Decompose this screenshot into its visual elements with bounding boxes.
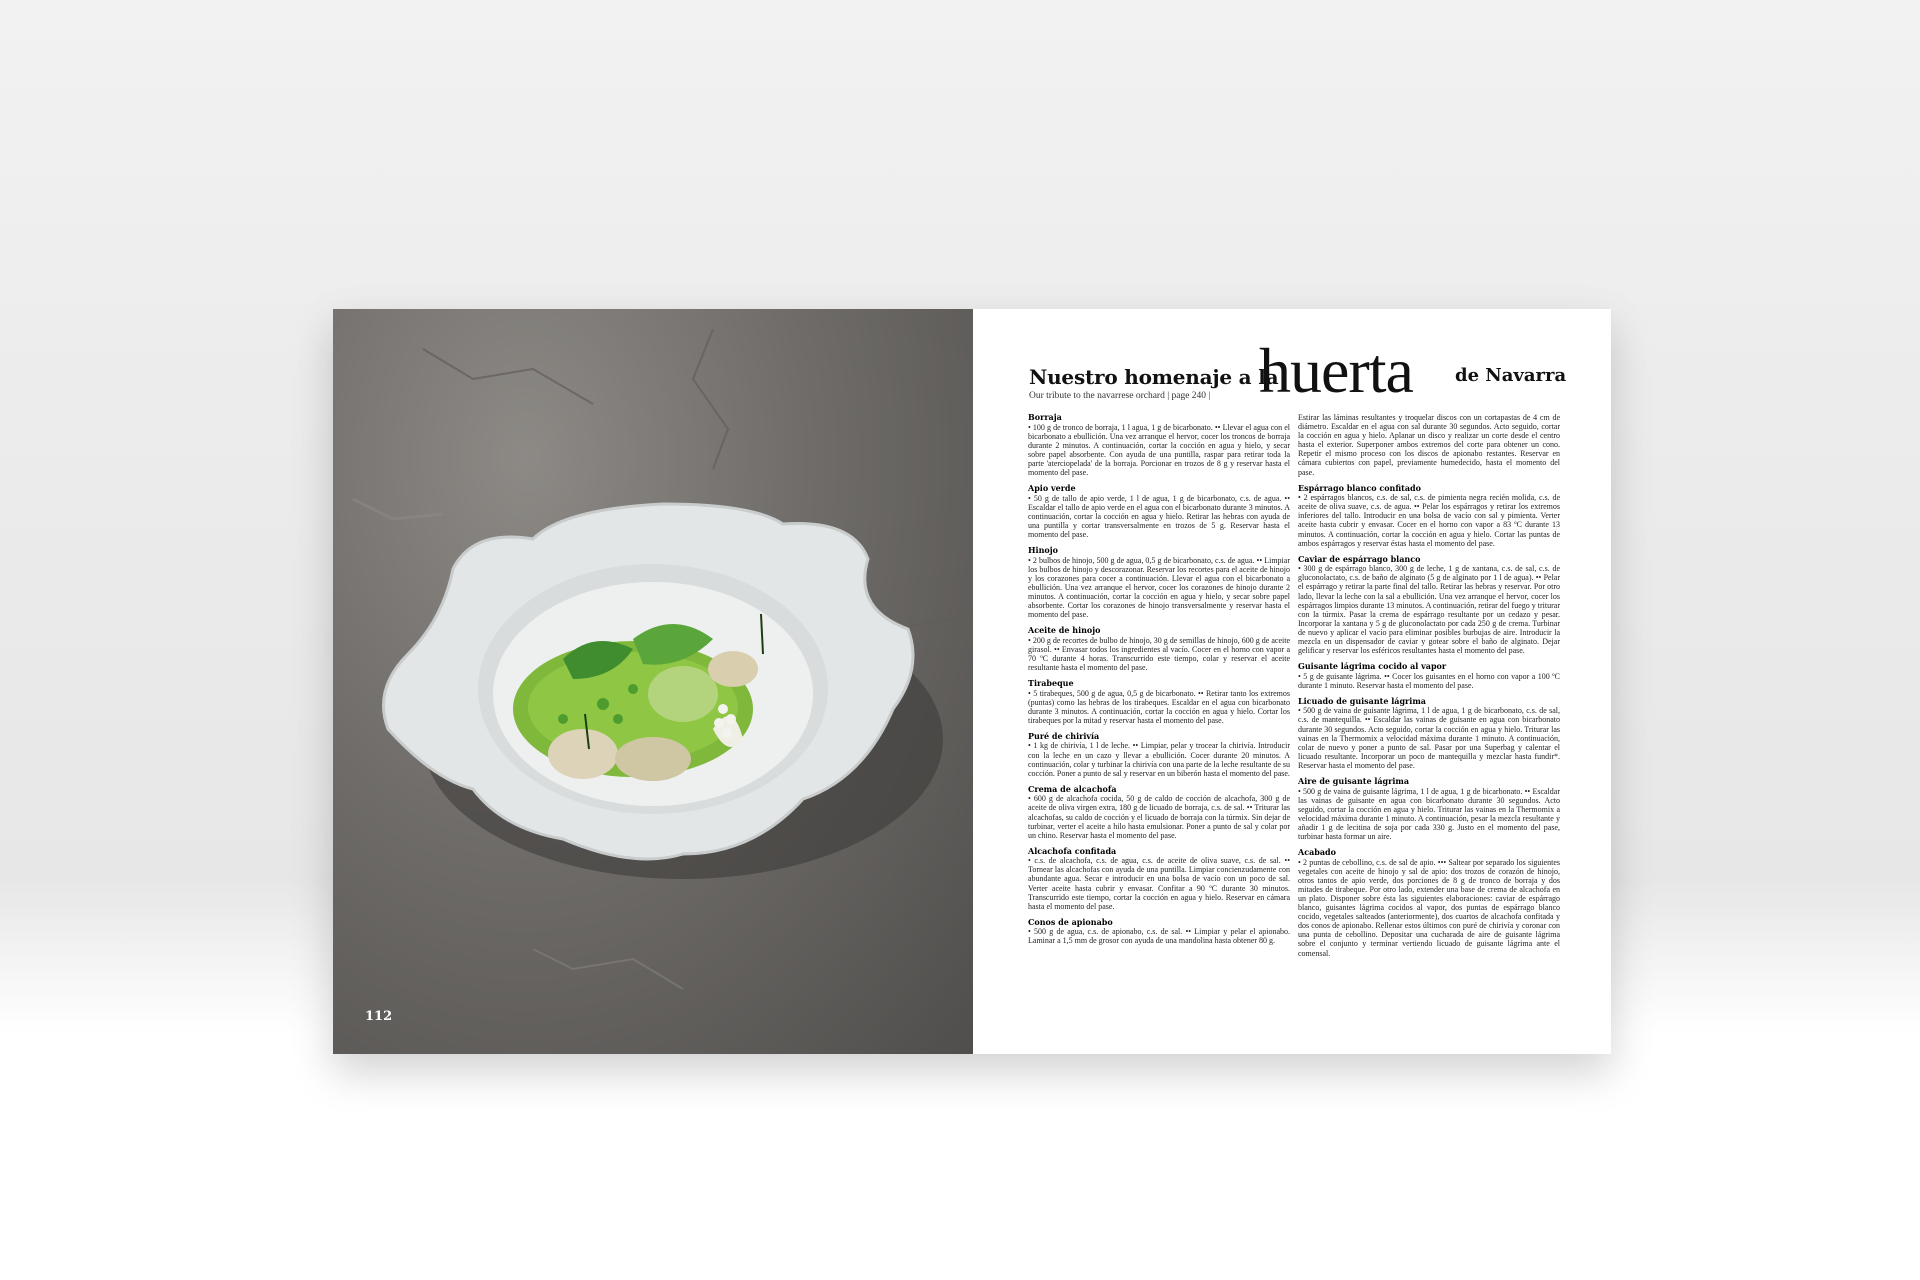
section-text: • 500 g de vaina de guisante lágrima, 1 l de agua, 1 g de bicarbonato, c.s. de sal, c.s. de mantequilla. •• Escaldar las vainas de guisante en agua con bicarbonato durante 30 segundos. Acto seguido, cortar la cocción en agua y hielo. Triturar las vainas en la Thermomix a velocidad máxima durante 1 minuto. A continuación, colar de nuevo y poner a punto de sal. Pasar por una Superbag y calentar el licuado resultante. Incorporar un poco de mantequilla y mezclar hasta fundir*. Reservar hasta el momento del pase. xyxy=(1298,706,1560,770)
section-heading: Alcachofa confitada xyxy=(1028,845,1117,856)
section-heading: Conos de apionabo xyxy=(1028,916,1113,927)
section-heading: Borraja xyxy=(1028,412,1062,422)
title-prefix: Nuestro homenaje a la xyxy=(1029,365,1279,389)
section-heading: Espárrago blanco confitado xyxy=(1298,482,1421,493)
recipe-column-right xyxy=(1298,413,1560,965)
section-text: • 50 g de tallo de apio verde, 1 l de agua, 1 g de bicarbonato, c.s. de agua. •• Escaldar el tallo de apio verde en el agua con el bicarbonato durante 3 minutos. A continuación, cortar la cocción en agua y hielo. Retirar las hebras con ayuda de una puntilla y cortar transversalmente en trozos de 5 g. Reservar hasta el momento del pase. xyxy=(1028,493,1290,539)
section-text: • 100 g de tronco de borraja, 1 l agua, 1 g de bicarbonato. •• Llevar el agua con el bicarbonato a ebullición. Una vez arranque el hervor, cocer los troncos de borraja durante 2 minutos. A continuación, cortar la cocción en agua y hielo, y secar sobre papel absorbente. Con ayuda de una puntilla, raspar para retirar toda la parte 'aterciopelada' de la borraja. Porcionar en trozos de 8 g y reservar hasta el momento del pase. xyxy=(1028,422,1290,477)
section-heading: Tirabeque xyxy=(1028,678,1074,689)
section-heading: Licuado de guisante lágrima xyxy=(1298,695,1426,706)
recipe-section xyxy=(1298,848,1560,958)
section-text: • 500 g de agua, c.s. de apionabo, c.s. de sal. •• Limpiar y pelar el apionabo. Laminar a 1,5 mm de grosor con ayuda de una mandolina hasta obtener 80 g. xyxy=(1028,927,1290,946)
section-heading: Guisante lágrima cocido al vapor xyxy=(1298,661,1447,672)
recipe-section xyxy=(1028,679,1290,725)
recipe-section xyxy=(1298,697,1560,770)
section-text: • 5 tirabeques, 500 g de agua, 0,5 g de bicarbonato. •• Retirar tanto los extremos (puntas) como las hebras de los tirabeques. Escaldar en el agua con bicarbonato durante 3 minutos. A continuación, cortar la cocción en agua y hielo. Cortar los tirabeques por la mitad y reservar hasta el momento del pase. xyxy=(1028,688,1290,725)
page-number: 112 xyxy=(365,1009,393,1024)
dish-illustration xyxy=(333,309,973,1054)
section-text: • 2 bulbos de hinojo, 500 g de agua, 0,5 g de bicarbonato, c.s. de agua. •• Limpiar los bulbos de hinojo y descorazonar. Reservar los recortes para el aceite de hinojo y los corazones para cocer a continuación. Llevar el agua con el bicarbonato a ebullición. Una vez arranque el hervor, cocer los corazones de hinojo durante 2 minutos. A continuación, cortar la cocción en agua y hielo, y secar sobre papel absorbente. Cortar los corazones de hinojo transversalmente y reservar hasta el momento del pase. xyxy=(1028,555,1290,620)
section-text: • c.s. de alcachofa, c.s. de agua, c.s. de aceite de oliva suave, c.s. de sal. •• Tornear las alcachofas con ayuda de una puntilla. Limpiar concienzudamente con abundante agua. Secar e introducir en una bolsa de vacío con un poco de sal. Verter aceite hasta cubrir y envasar. Confitar a 90 ºC durante 30 minutos. Transcurrido este tiempo, cortar la cocción en agua y hielo. Reservar en cámara hasta el momento del pase. xyxy=(1028,856,1290,911)
recipe-section xyxy=(1298,555,1560,655)
recipe-column-left xyxy=(1028,413,1290,953)
recipe-section xyxy=(1028,484,1290,539)
recipe-page xyxy=(973,309,1611,1054)
recipe-section xyxy=(1298,662,1560,690)
section-heading: Hinojo xyxy=(1028,545,1058,556)
magazine-spread xyxy=(333,309,1611,1054)
recipe-section xyxy=(1298,484,1560,548)
section-text: • 600 g de alcachofa cocida, 50 g de caldo de cocción de alcachofa, 300 g de aceite de oliva virgen extra, 180 g de licuado de borraja, c.s. de sal. •• Triturar las alcachofas, su caldo de cocción y el licuado de borraja con la túrmix. Sin dejar de turbinar, verter el aceite a hilo hasta emulsionar. Poner a punto de sal y colar por un chino. Reservar hasta el momento del pase. xyxy=(1028,794,1290,840)
section-text: • 5 g de guisante lágrima. •• Cocer los guisantes en el horno con vapor a 100 ºC durante 1 minuto. Reservar hasta el momento del pase. xyxy=(1298,671,1560,690)
recipe-title xyxy=(1029,335,1589,409)
dish-photo xyxy=(333,309,973,1054)
section-text: • 300 g de espárrago blanco, 300 g de leche, 1 g de xantana, c.s. de sal, c.s. de gluconolactato, c.s. de baño de alginato (5 g de alginato por 1 l de agua). •• Pelar el espárrago y retirar la parte final del tallo. Retirar las hebras y reservar. Por otro lado, llevar la leche con la sal a ebullición. Una vez arranque el hervor, cocer los espárragos limpios durante 13 minutos. A continuación, retirar del fuego y triturar con la túrmix. Pasar la crema de espárrago resultante por un cedazo y pesar. Incorporar la xantana y 5 g de gluconolactato por cada 250 g de crema. Turbinar de nuevo y aplicar el vacío para eliminar posibles burbujas de aire. Introducir la mezcla en un dispensador de caviar y gotear sobre el baño de alginato. Dejar gelificar y reservar los esféricos resultantes hasta el momento del pase. xyxy=(1298,564,1560,656)
recipe-section xyxy=(1028,918,1290,946)
recipe-section xyxy=(1298,777,1560,841)
title-highlight: huerta xyxy=(1259,335,1413,406)
recipe-section xyxy=(1028,785,1290,840)
section-heading: Aire de guisante lágrima xyxy=(1298,776,1410,786)
recipe-section xyxy=(1028,626,1290,672)
section-heading: Puré de chirivía xyxy=(1028,730,1100,741)
section-heading: Aceite de hinojo xyxy=(1028,625,1101,636)
section-text: • 200 g de recortes de bulbo de hinojo, 30 g de semillas de hinojo, 600 g de aceite girasol. •• Envasar todos los ingredientes al vacío. Cocer en el horno con vapor a 70 ºC durante 4 horas. Transcurrido este tiempo, colar y reservar el aceite resultante hasta el momento del pase. xyxy=(1028,635,1290,672)
recipe-section xyxy=(1028,546,1290,619)
section-text: • 1 kg de chirivía, 1 l de leche. •• Limpiar, pelar y trocear la chirivía. Introducir con la leche en un cazo y llevar a ebullición. Cocer durante 20 minutos. A continuación, colar y turbinar la chirivía con una parte de la leche resultante de su cocción. Poner a punto de sal y reservar en un biberón hasta el momento del pase. xyxy=(1028,741,1290,778)
title-suffix: de Navarra xyxy=(1455,365,1567,386)
section-heading: Caviar de espárrago blanco xyxy=(1298,553,1421,564)
recipe-section xyxy=(1028,732,1290,778)
section-text: • 2 espárragos blancos, c.s. de sal, c.s. de pimienta negra recién molida, c.s. de aceite de oliva suave, c.s. de agua. •• Pelar los espárragos y retirar los extremos inferiores del tallo. Introducir en una bolsa de vacío con sal y pimienta. Verter aceite hasta cubrir y envasar. Cocer en el horno con vapor a 83 ºC durante 13 minutos. A continuación, cortar la cocción en agua y hielo. Cortar las puntas de ambos espárragos y reservar éstas hasta el momento del pase. xyxy=(1298,493,1560,548)
section-heading: Acabado xyxy=(1298,847,1336,858)
section-text: Estirar las láminas resultantes y troquelar discos con un cortapastas de 4 cm de diámetro. Escaldar en el agua con sal durante 30 segundos. Acto seguido, cortar la cocción en agua y hielo. Aplanar un disco y realizar un corte desde el centro hasta el exterior. Superponer ambos extremos del corte para obtener un cono. Repetir el mismo proceso con los discos de apionabo restantes. Reservar en cámara cubiertos con papel, previamente humedecido, hasta el momento del pase. xyxy=(1298,413,1560,477)
section-heading: Apio verde xyxy=(1028,483,1076,494)
section-text: • 2 puntas de cebollino, c.s. de sal de apio. ••• Saltear por separado los siguientes vegetales con aceite de hinojo y sal de apio: dos trozos de corazón de hinojo, otros tantos de apio verde, dos porciones de 8 g de tronco de borraja y dos mitades de tirabeque. Por otro lado, extender una base de crema de alcachofa en un plato. Disponer sobre ésta las siguientes elaboraciones: caviar de espárrago blanco, guisantes lágrima cocidos al vapor, dos puntas de espárrago blanco cocido, vegetales salteados (anteriormente), dos cuartos de alcachofa confitada y dos conos de apionabo. Rellenar estos últimos con puré de chirivía y coronar con una punta de cebollino. Depositar una cucharada de aire de guisante lágrima sobre el conjunto y terminar vertiendo licuado de guisante lágrima ante el comensal. xyxy=(1298,857,1560,958)
recipe-section xyxy=(1028,413,1290,477)
recipe-subtitle: Our tribute to the navarrese orchard | page 240 | xyxy=(1029,391,1211,401)
recipe-section xyxy=(1298,413,1560,477)
section-text: • 500 g de vaina de guisante lágrima, 1 l de agua, 1 g de bicarbonato. •• Escaldar las vainas de guisante en agua con bicarbonato durante 30 segundos. Acto seguido, cortar la cocción en agua y hielo. Triturar las vainas en la Thermomix a velocidad máxima durante 1 minuto. A continuación, pesar la mezcla resultante y añadir 1 g de lecitina de soja por cada 330 g. Justo en el momento del pase, turbinar hasta formar un aire. xyxy=(1298,786,1560,841)
section-heading: Crema de alcachofa xyxy=(1028,783,1117,794)
recipe-section xyxy=(1028,847,1290,911)
